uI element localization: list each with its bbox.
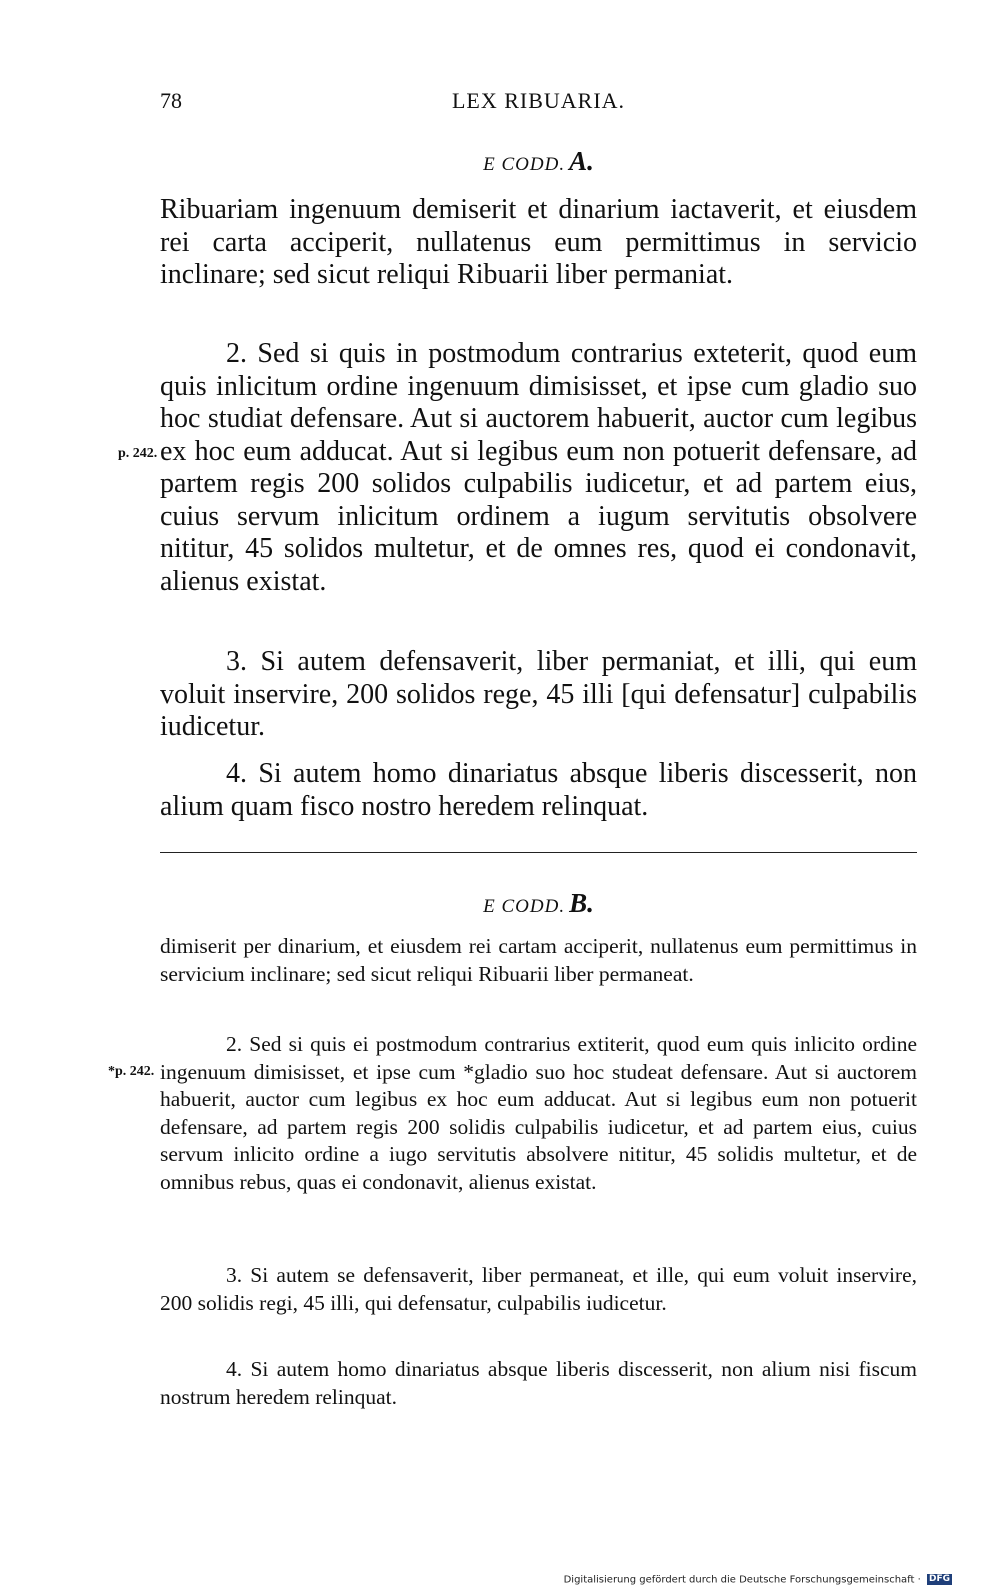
section-a-heading <box>160 146 917 177</box>
credit-text: Digitalisierung gefördert durch die Deutsche Forschungsgemeinschaft · <box>563 1574 921 1585</box>
section-b-heading <box>160 888 917 919</box>
section-a-paragraph-4 <box>160 758 917 823</box>
dfg-logo: DFG <box>928 1573 950 1584</box>
section-a-heading-letter: A. <box>569 146 594 176</box>
section-a-heading-prefix: E CODD. <box>483 154 566 175</box>
paragraph-text: 4. Si autem homo dinariatus absque liberis discesserit, non alium nisi fiscum nostrum heredem relinquat. <box>160 1357 917 1409</box>
section-b-margin-reference: *p. 242. <box>108 1064 155 1079</box>
digitization-credit <box>564 1574 952 1586</box>
paragraph-text: 3. Si autem se defensaverit, liber permaneat, et ille, qui eum voluit inservire, 200 solidis regi, 45 illi, qui defensatur, culpabilis iudicetur. <box>160 1263 917 1315</box>
paragraph-text: Ribuariam ingenuum demiserit et dinarium iactaverit, et eiusdem rei carta acciperit, nullatenus eum permittimus in servicio inclinare; sed sicut reliqui Ribuarii liber permaniat. <box>160 194 917 290</box>
section-b-paragraph-3 <box>160 1262 917 1317</box>
page-header <box>160 88 917 118</box>
paragraph-text: 3. Si autem defensaverit, liber permaniat, et illi, qui eum voluit inservire, 200 solidos rege, 45 illi [qui defensatur] culpabilis iudicetur. <box>160 646 917 742</box>
section-b-paragraph-4 <box>160 1356 917 1411</box>
paragraph-text: 4. Si autem homo dinariatus absque liberis discesserit, non alium quam fisco nostro heredem relinquat. <box>160 758 917 822</box>
running-title: LEX RIBUARIA. <box>451 88 626 113</box>
section-divider <box>160 852 917 853</box>
paragraph-text: dimiserit per dinarium, et eiusdem rei cartam acciperit, nullatenus eum permittimus in servicium inclinare; sed sicut reliqui Ribuarii liber permaneat. <box>160 934 917 986</box>
section-b-heading-letter: B. <box>569 888 594 918</box>
section-a-paragraph-2 <box>160 338 917 598</box>
page-number: 78 <box>160 88 182 113</box>
paragraph-text: 2. Sed si quis in postmodum contrarius exteterit, quod eum quis inlicitum ordine ingenuum dimisisset, et ipse cum gladio suo hoc studiat defensare. Aut si auctorem habuerit, auctor cum legibus ex hoc eum adducat. Aut si legibus eum non potuerit defensare, ad partem regis 200 solidos culpabilis iudicetur, et ad partem eius, cuius servum inlicitum ordinem a iugum servitutis obsolvere nititur, 45 solidos multetur, et de omnes res, quod ei condonavit, alienus existat. <box>160 338 917 597</box>
section-a-paragraph-3 <box>160 646 917 744</box>
section-a-margin-reference: p. 242. <box>118 446 158 461</box>
section-b-paragraph-1 <box>160 933 917 988</box>
section-b-heading-prefix: E CODD. <box>483 896 566 917</box>
paragraph-text: 2. Sed si quis ei postmodum contrarius extiterit, quod eum quis inlicito ordine ingenuum dimisisset, et ipse cum *gladio suo hoc studeat defensare. Aut si auctorem habuerit, auctor cum legibus ex hoc eum adducat. Aut si legibus eum non potuerit defensare, ad partem regis 200 solidis culpabilis iudicetur, et ad partem eius, cuius servum inlicito ordine a iugo servitutis absolvere nititur, 45 solidis multetur, et de omnibus rebus, quas ei condonavit, alienus existat. <box>160 1032 917 1194</box>
section-a-paragraph-1 <box>160 194 917 292</box>
section-b-paragraph-2 <box>160 1031 917 1196</box>
